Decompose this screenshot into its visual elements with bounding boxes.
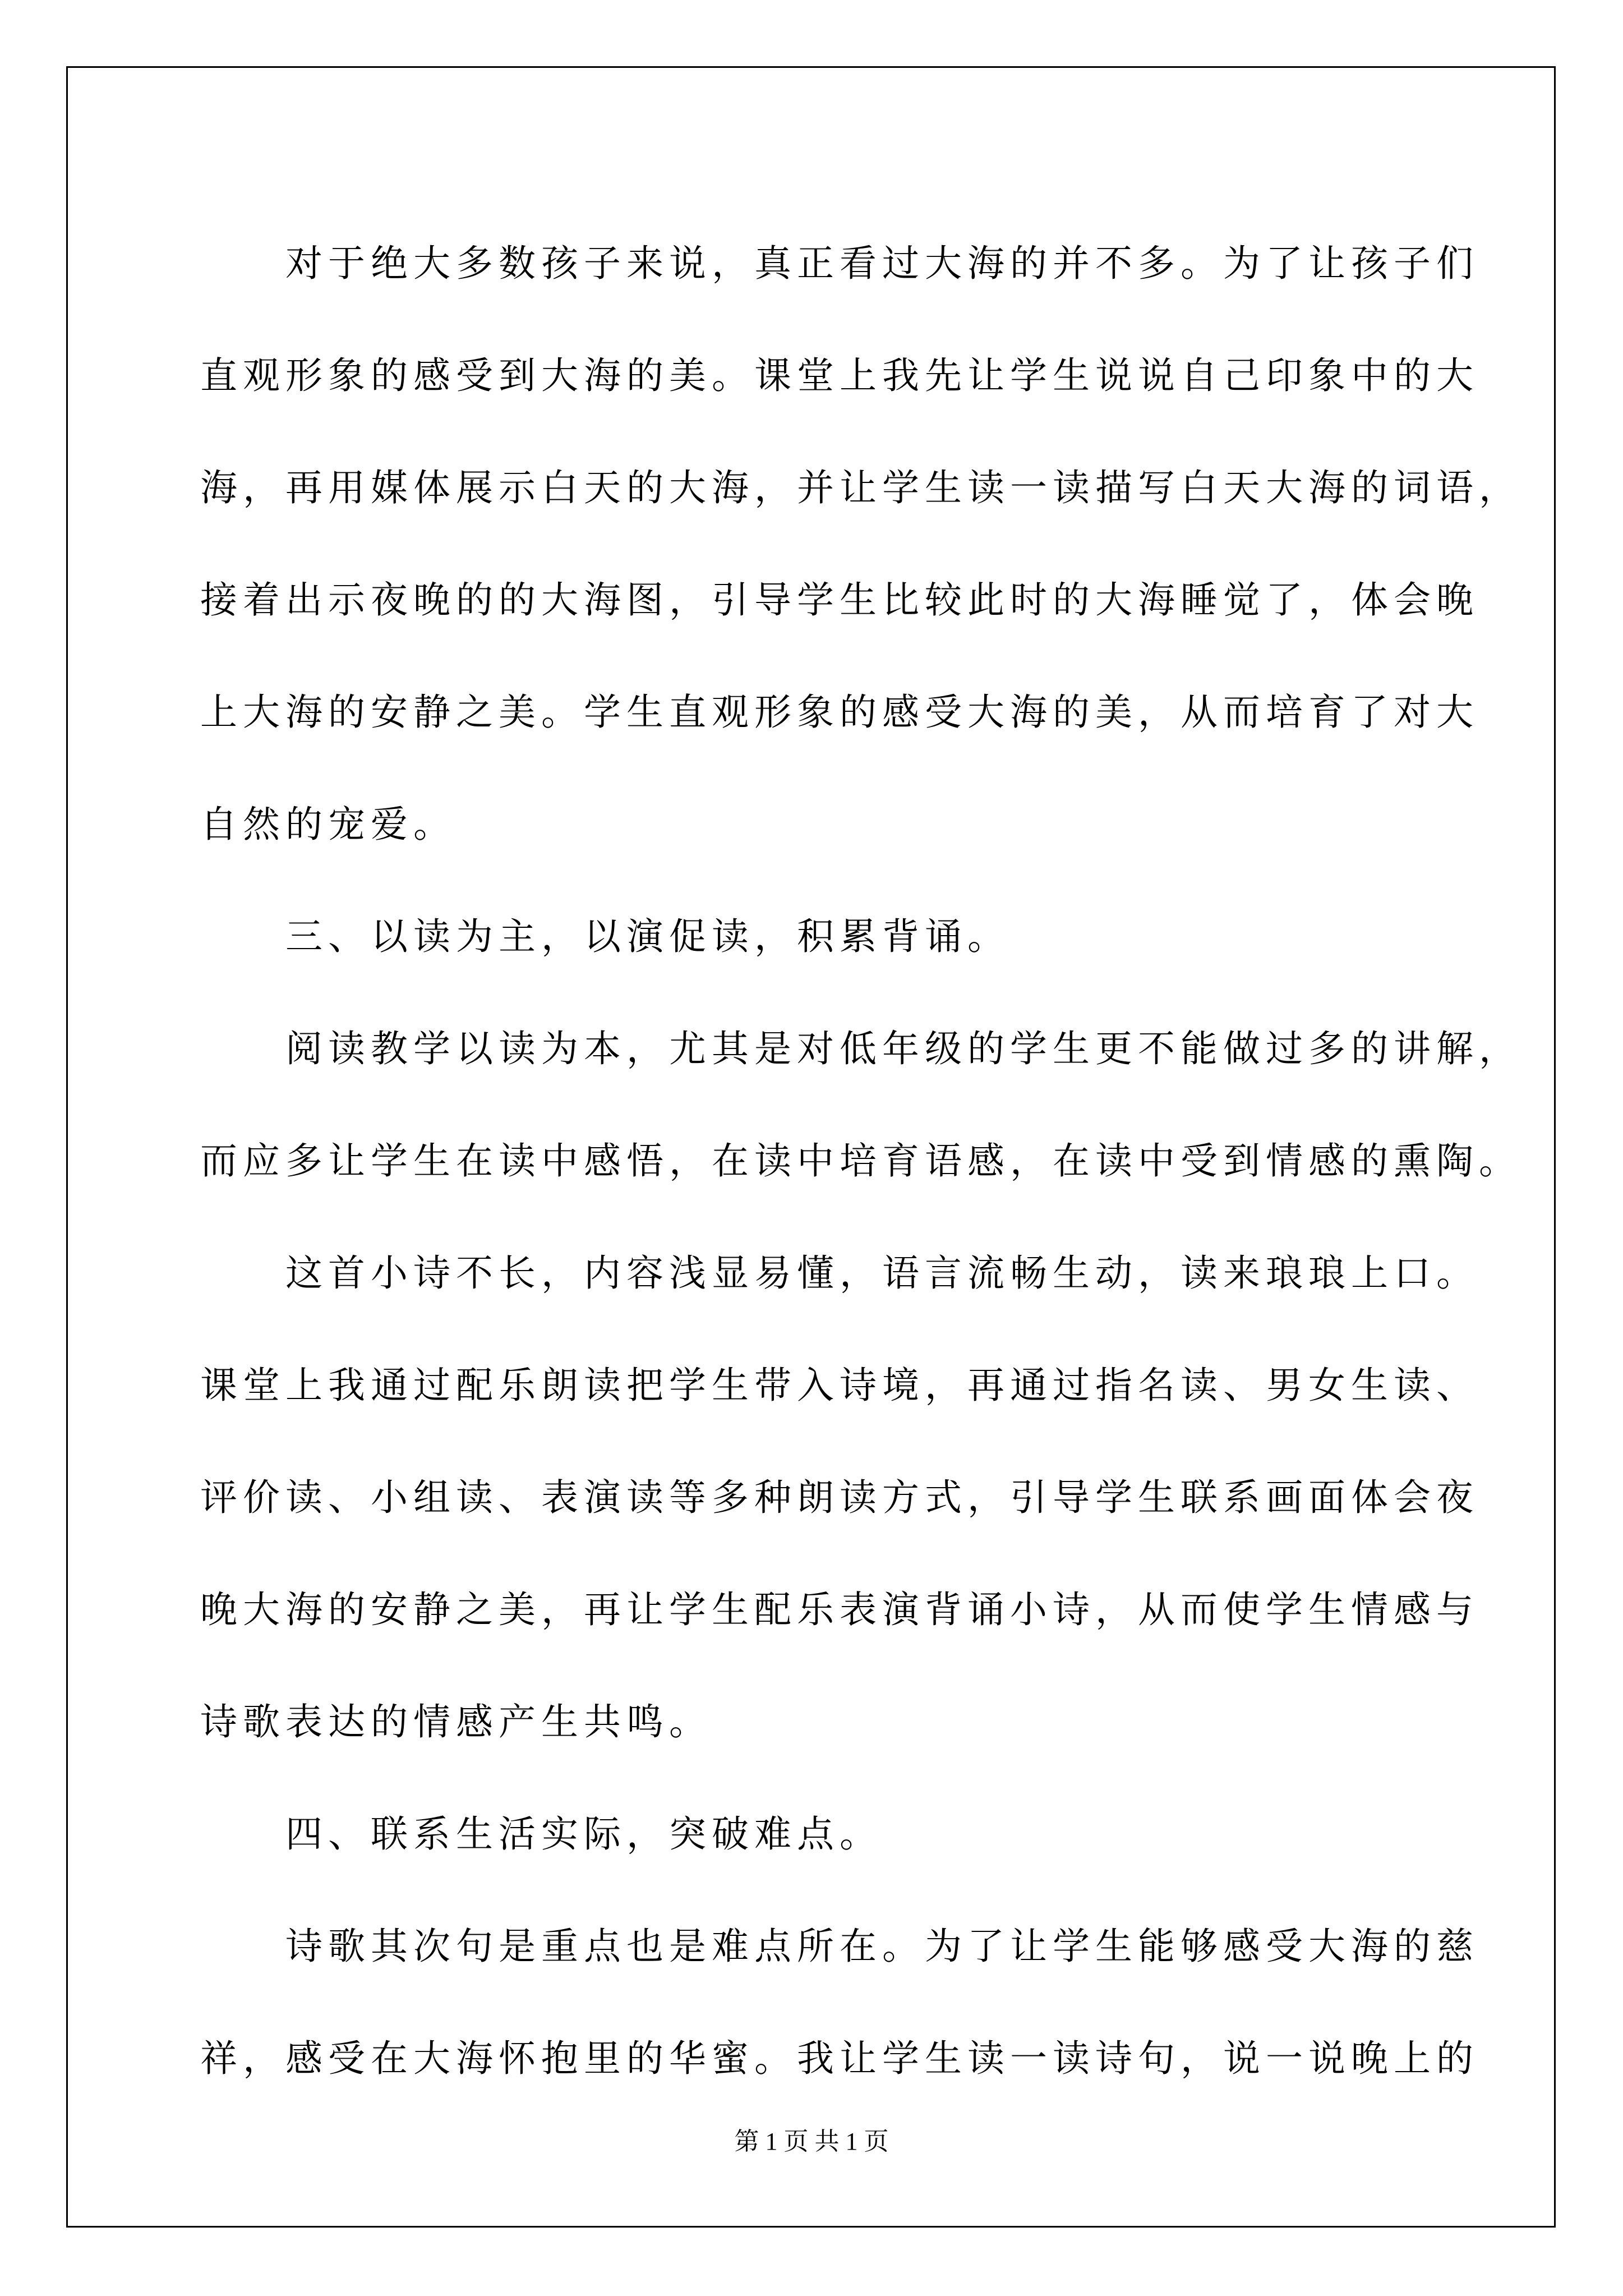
document-body <box>200 208 1521 2115</box>
text-line: 而应多让学生在读中感悟，在读中培育语感，在读中受到情感的熏陶。 <box>200 1139 1521 1182</box>
text-line: 上大海的安静之美。学生直观形象的感受大海的美，从而培育了对大 <box>200 691 1479 734</box>
page-number-footer: 第 1 页 共 1 页 <box>734 2128 889 2155</box>
text-line: 诗歌其次句是重点也是难点所在。为了让学生能够感受大海的慈 <box>285 1925 1479 1968</box>
section-heading: 四、联系生活实际，突破难点。 <box>285 1812 882 1856</box>
text-line: 接着出示夜晚的的大海图，引导学生比较此时的大海睡觉了，体会晚 <box>200 578 1479 622</box>
section-heading: 三、以读为主，以演促读，积累背诵。 <box>285 915 1010 958</box>
text-line: 阅读教学以读为本，尤其是对低年级的学生更不能做过多的讲解， <box>285 1027 1521 1070</box>
text-line: 海，再用媒体展示白天的大海，并让学生读一读描写白天大海的词语， <box>200 466 1521 509</box>
text-line: 对于绝大多数孩子来说，真正看过大海的并不多。为了让孩子们 <box>285 242 1479 285</box>
text-line: 这首小诗不长，内容浅显易懂，语言流畅生动，读来琅琅上口。 <box>285 1251 1479 1295</box>
text-line: 评价读、小组读、表演读等多种朗读方式，引导学生联系画面体会夜 <box>200 1476 1479 1519</box>
text-line: 课堂上我通过配乐朗读把学生带入诗境，再通过指名读、男女生读、 <box>200 1364 1479 1407</box>
text-line: 直观形象的感受到大海的美。课堂上我先让学生说说自己印象中的大 <box>200 354 1479 397</box>
text-line: 晚大海的安静之美，再让学生配乐表演背诵小诗，从而使学生情感与 <box>200 1588 1479 1631</box>
text-line: 自然的宠爱。 <box>200 803 456 846</box>
text-line: 祥，感受在大海怀抱里的华蜜。我让学生读一读诗句，说一说晚上的 <box>200 2037 1479 2080</box>
text-line: 诗歌表达的情感产生共鸣。 <box>200 1700 712 1743</box>
